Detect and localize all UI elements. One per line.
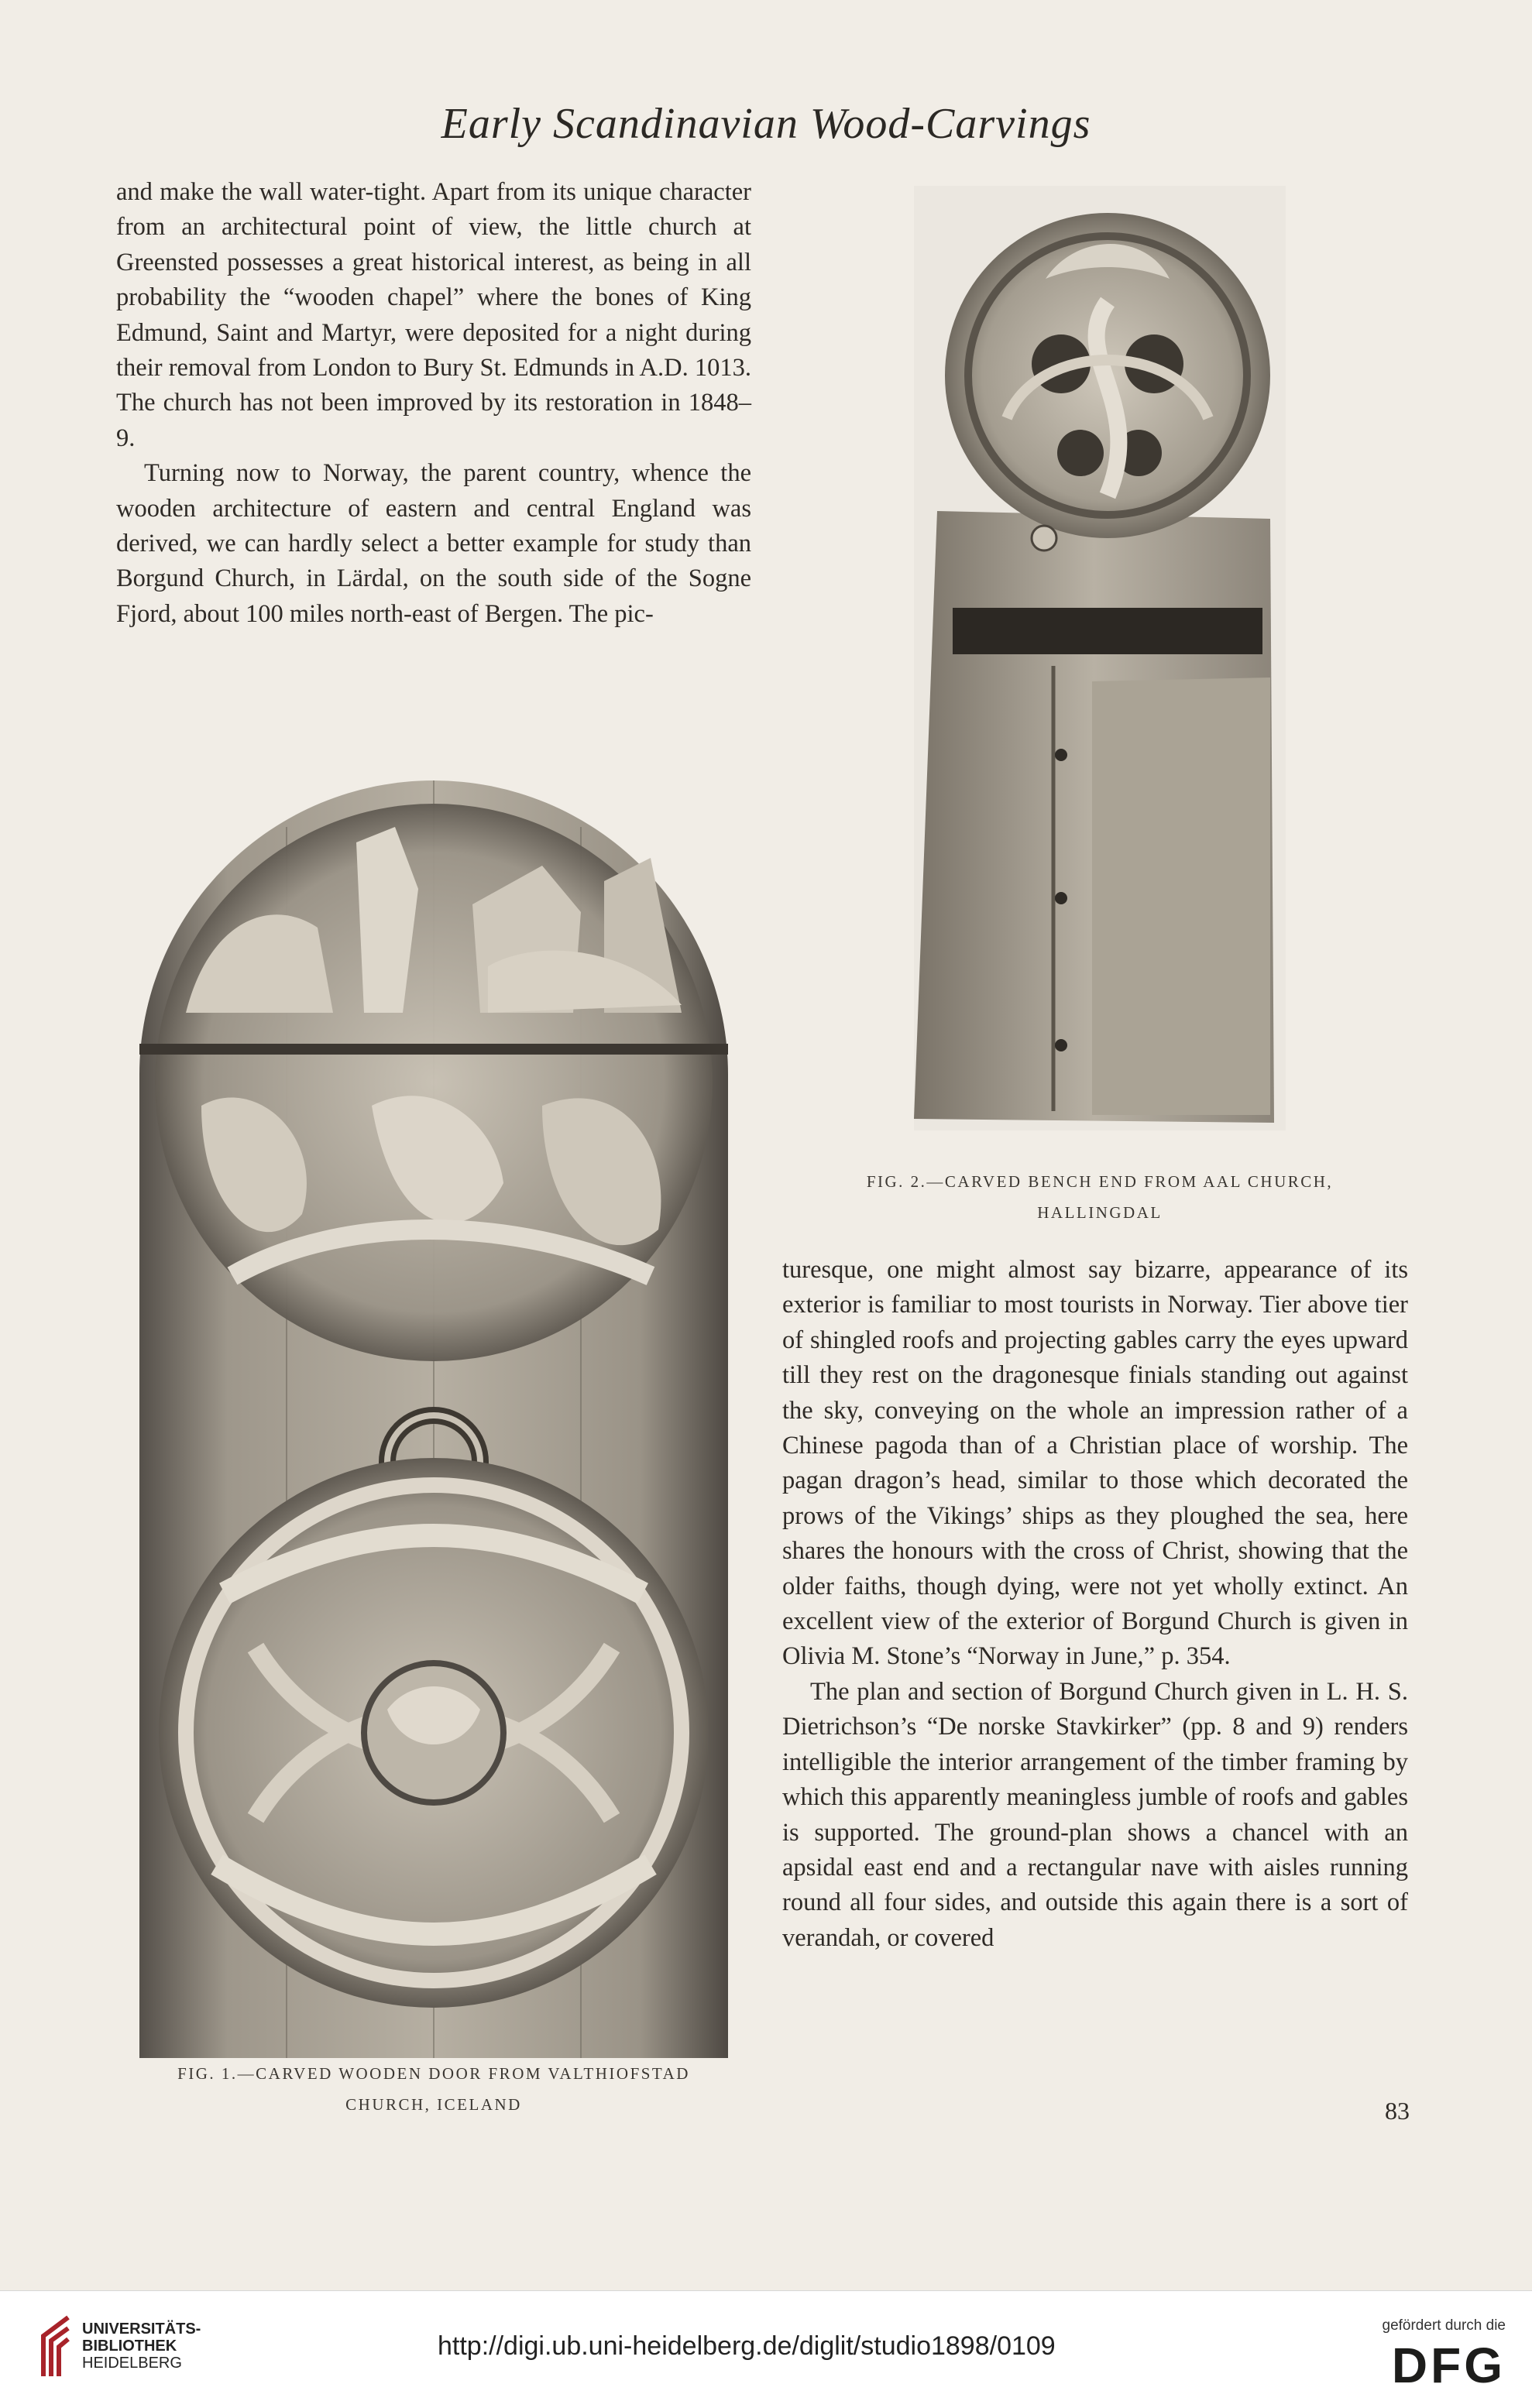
page-number: 83 [1385,2097,1410,2125]
carved-door-photo [139,780,728,2058]
library-name-line: BIBLIOTHEK [82,2338,177,2355]
right-column-text [782,1253,1408,1956]
viewer-footer [0,2290,1532,2408]
funding-note: gefördert durch die [1382,2317,1506,2334]
permalink-url[interactable]: http://digi.ub.uni-heidelberg.de/diglit/studio1898/0109 [438,2331,1056,2361]
figure-bench-end [914,186,1286,1130]
caption-line: CHURCH, ICELAND [345,2095,522,2114]
figure-carved-door [139,780,728,2058]
left-column-text [116,175,751,632]
caption-line: FIG. 1.—CARVED WOODEN DOOR FROM VALTHIOFSTAD [177,2064,690,2083]
bench-end-photo [914,186,1286,1130]
caption-line: FIG. 2.—CARVED BENCH END FROM AAL CHURCH, [866,1172,1334,1191]
university-library-name[interactable] [82,2321,201,2372]
library-name-line: HEIDELBERG [82,2355,182,2372]
dfg-logo[interactable]: DFG [1391,2338,1506,2393]
paragraph: The plan and section of Borgund Church given in L. H. S. Dietrichson’s “De norske Stavkirker” (pp. 8 and 9) renders intelligible the interior arrangement of the timber framing by which this apparently meaningless jumble of roofs and gables is supported. The ground-plan shows a chancel with an apsidal east end and a rectangular nave with aisles running round all four sides, and outside this again there is a sort of verandah, or covered [782,1677,1408,1952]
university-library-logo-icon [34,2314,73,2379]
paragraph: turesque, one might almost say bizarre, appearance of its exterior is familiar to most tourists in Norway. Tier above tier of shingled roofs and projecting gables carry the eyes upward till they rest on the dragonesque finials standing out against the sky, conveying on the whole an impression rather of a Chinese pagoda than of a Christian place of worship. The pagan dragon’s head, similar to those which decorated the prows of the Vikings’ ships as they ploughed the sea, here shares the honours with the cross of Christ, showing that the older faiths, though dying, were not yet wholly extinct. An excellent view of the exterior of Borgund Church is given in Olivia M. Stone’s “Norway in June,” p. 354. [782,1256,1408,1671]
caption-line: HALLINGDAL [1037,1203,1163,1222]
paragraph: Turning now to Norway, the parent country, whence the wooden architecture of eastern and central England was derived, we can hardly select a better example for study than Borgund Church, in Lärdal, on the south side of the Sogne Fjord, about 100 miles north-east of Bergen. The pic- [116,459,751,628]
figure-caption-carved-door [108,2058,759,2120]
paragraph: and make the wall water-tight. Apart from its unique character from an architectural point of view, the little church at Greensted possesses a great historical interest, as being in all probability the “wooden chapel” where the bones of King Edmund, Saint and Martyr, were deposited for a night during their removal from London to Bury St. Edmunds in A.D. 1013. The church has not been improved by its restoration in 1848–9. [116,178,751,452]
figure-caption-bench-end [775,1166,1425,1228]
library-name-line: UNIVERSITÄTS- [82,2321,201,2338]
running-title: Early Scandinavian Wood-Carvings [441,100,1091,148]
